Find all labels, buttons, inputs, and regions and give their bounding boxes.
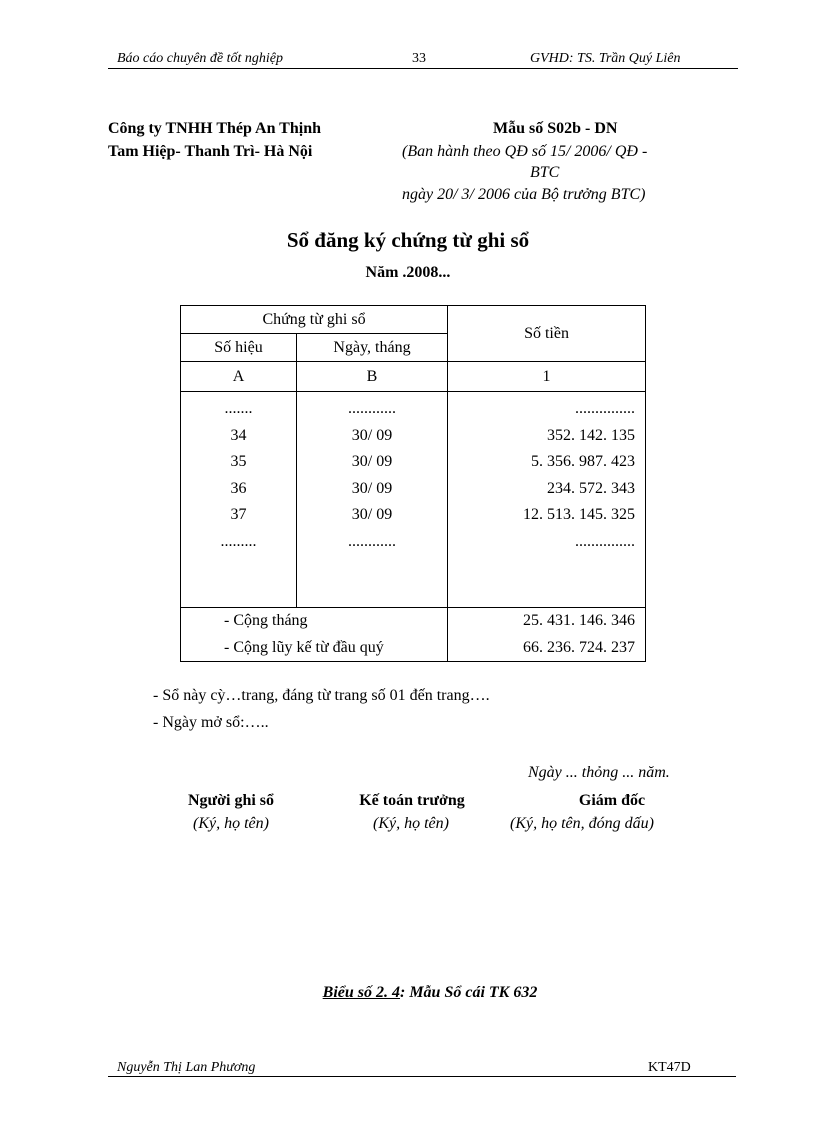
table-row-date: 30/ 09	[351, 506, 393, 523]
table-row-date: ............	[348, 400, 396, 417]
caption-text: : Mẫu Sổ cái TK 632	[400, 984, 538, 1001]
table-row-number: 36	[230, 479, 247, 497]
code-a: A	[181, 362, 297, 392]
table-row-number: .......	[224, 400, 253, 417]
table-row-amount: 12. 513. 145. 325	[523, 506, 636, 523]
table-row-amount: 352. 142. 135	[547, 426, 636, 444]
register-year: Năm .2008...	[365, 264, 451, 281]
register-table	[180, 305, 646, 662]
director-note: (Ký, họ tên, đóng dấu)	[510, 815, 654, 832]
chief-accountant-title: Kế toán trưởng	[359, 792, 465, 809]
header-page-number: 33	[412, 51, 426, 66]
code-1: 1	[448, 362, 646, 392]
signature-date: Ngày ... thỏng ... năm.	[528, 764, 670, 781]
figure-caption	[0, 984, 816, 1002]
form-issued-line1: (Ban hành theo QĐ số 15/ 2006/ QĐ -	[402, 143, 648, 160]
total-month-label: - Cộng tháng	[181, 608, 448, 635]
chief-accountant-note: (Ký, họ tên)	[373, 815, 449, 832]
form-code: Mẫu số S02b - DN	[493, 120, 618, 137]
page-title: Sổ đăng ký chứng từ ghi sổ	[286, 228, 530, 252]
recorder-title: Người ghi sổ	[187, 792, 275, 809]
table-row-date: ............	[348, 532, 396, 550]
recorder-note: (Ký, họ tên)	[193, 815, 269, 832]
table-row-amount: ...............	[575, 532, 636, 550]
table-row-number: 34	[230, 426, 247, 444]
table-body	[181, 392, 646, 608]
form-issued-line2: BTC	[530, 164, 560, 181]
table-row-date: 30/ 09	[351, 453, 393, 470]
total-month-value: 25. 431. 146. 346	[448, 608, 646, 635]
footer-rule	[108, 1076, 736, 1077]
total-cumulative-value: 66. 236. 724. 237	[448, 635, 646, 662]
table-row-amount: 234. 572. 343	[547, 479, 636, 497]
table-row-amount: ...............	[575, 400, 636, 417]
table-row-date: 30/ 09	[351, 426, 393, 444]
col-date-header: Ngày, tháng	[297, 334, 448, 362]
director-title: Giám đốc	[578, 792, 646, 809]
note-open-date: - Ngày mở sổ:…..	[153, 714, 269, 731]
col-amount-header: Số tiền	[448, 306, 646, 362]
header-left: Báo cáo chuyên đề tốt nghiệp	[117, 51, 284, 66]
caption-label: Biểu số 2. 4	[322, 984, 400, 1001]
table-row-number: .........	[220, 532, 257, 550]
form-issued-line3: ngày 20/ 3/ 2006 của Bộ trưởng BTC)	[402, 186, 646, 203]
table-row-number: 35	[230, 453, 247, 470]
group-header: Chứng từ ghi sổ	[181, 306, 448, 334]
total-cumulative-label: - Cộng lũy kế từ đầu quý	[181, 635, 448, 662]
table-row-amount: 5. 356. 987. 423	[531, 453, 636, 470]
footer-left: Nguyễn Thị Lan Phương	[117, 1060, 256, 1075]
code-b: B	[297, 362, 448, 392]
table-row-number: 37	[230, 506, 247, 523]
header-rule	[108, 68, 738, 69]
col-number-header: Số hiệu	[181, 334, 297, 362]
table-row-date: 30/ 09	[351, 479, 393, 497]
header-right: GVHD: TS. Trần Quý Liên	[530, 51, 681, 66]
company-address: Tam Hiệp- Thanh Trì- Hà Nội	[108, 143, 313, 160]
company-name: Công ty TNHH Thép An Thịnh	[108, 120, 321, 137]
note-pages: - Sổ này cỳ…trang, đáng từ trang số 01 đến trang….	[153, 687, 490, 704]
footer-right: KT47D	[648, 1060, 691, 1075]
